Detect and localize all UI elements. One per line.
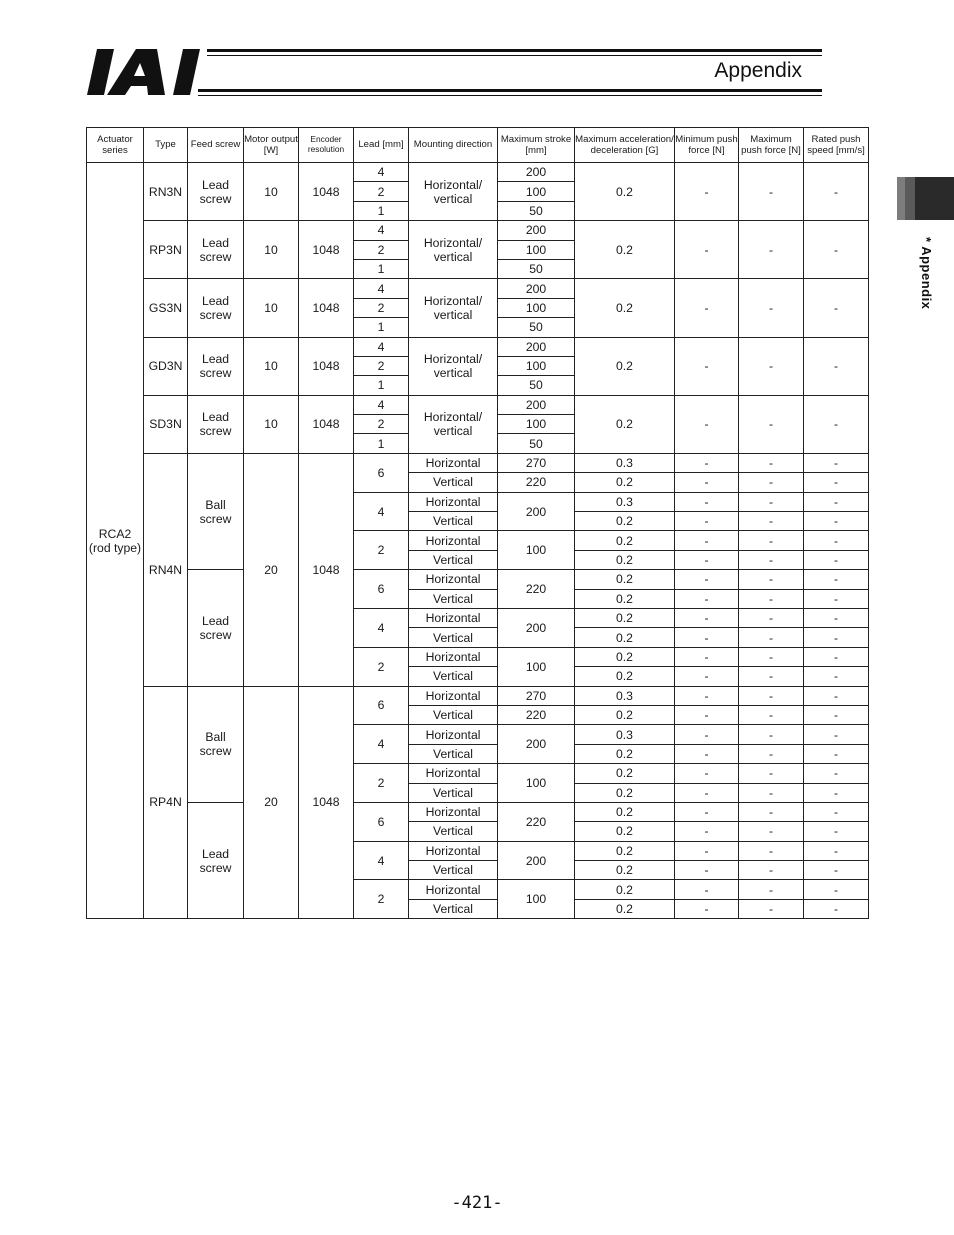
lead-cell: 1 xyxy=(354,434,409,453)
min-push-force-cell: - xyxy=(675,880,739,899)
lead-cell: 2 xyxy=(354,531,409,570)
mounting-direction-cell: Horizontal/ vertical xyxy=(409,221,498,279)
max-acceleration-cell: 0.2 xyxy=(575,880,675,899)
max-acceleration-cell: 0.2 xyxy=(575,512,675,531)
encoder-resolution-cell: 1048 xyxy=(299,395,354,453)
motor-output-cell: 10 xyxy=(244,395,299,453)
max-stroke-cell: 200 xyxy=(498,841,575,880)
max-stroke-cell: 220 xyxy=(498,705,575,724)
table-row xyxy=(87,163,869,182)
min-push-force-cell: - xyxy=(675,647,739,666)
rated-push-speed-cell: - xyxy=(804,492,869,511)
max-push-force-cell: - xyxy=(739,861,804,880)
max-push-force-cell: - xyxy=(739,395,804,453)
max-stroke-cell: 100 xyxy=(498,880,575,919)
actuator-spec-table xyxy=(86,127,869,919)
max-stroke-cell: 200 xyxy=(498,221,575,240)
feed-screw-cell: Ball screw xyxy=(188,453,244,569)
max-acceleration-cell: 0.2 xyxy=(575,279,675,337)
side-tab-label: * Appendix xyxy=(919,237,934,310)
max-stroke-cell: 200 xyxy=(498,608,575,647)
max-push-force-cell: - xyxy=(739,783,804,802)
header-rule-bottom xyxy=(198,89,822,92)
rated-push-speed-cell: - xyxy=(804,764,869,783)
mounting-direction-cell: Horizontal xyxy=(409,647,498,666)
max-push-force-cell: - xyxy=(739,705,804,724)
lead-cell: 4 xyxy=(354,221,409,240)
feed-screw-cell: Lead screw xyxy=(188,570,244,686)
mounting-direction-cell: Vertical xyxy=(409,589,498,608)
max-push-force-cell: - xyxy=(739,453,804,472)
max-stroke-cell: 100 xyxy=(498,356,575,375)
lead-cell: 1 xyxy=(354,318,409,337)
max-acceleration-cell: 0.2 xyxy=(575,550,675,569)
side-tab-marker xyxy=(897,177,954,220)
mounting-direction-cell: Vertical xyxy=(409,822,498,841)
lead-cell: 2 xyxy=(354,240,409,259)
lead-cell: 4 xyxy=(354,841,409,880)
lead-cell: 6 xyxy=(354,453,409,492)
max-push-force-cell: - xyxy=(739,531,804,550)
header-cell: Maximum acceleration/ deceleration [G] xyxy=(575,128,675,163)
max-stroke-cell: 100 xyxy=(498,647,575,686)
max-stroke-cell: 50 xyxy=(498,259,575,278)
header-cell: Rated push speed [mm/s] xyxy=(804,128,869,163)
motor-output-cell: 20 xyxy=(244,453,299,686)
rated-push-speed-cell: - xyxy=(804,531,869,550)
rated-push-speed-cell: - xyxy=(804,647,869,666)
min-push-force-cell: - xyxy=(675,453,739,472)
header-cell: Maximum push force [N] xyxy=(739,128,804,163)
max-acceleration-cell: 0.3 xyxy=(575,453,675,472)
table-header-row xyxy=(87,128,869,163)
motor-output-cell: 20 xyxy=(244,686,299,919)
max-acceleration-cell: 0.2 xyxy=(575,899,675,918)
max-push-force-cell: - xyxy=(739,647,804,666)
rated-push-speed-cell: - xyxy=(804,686,869,705)
lead-cell: 4 xyxy=(354,608,409,647)
feed-screw-cell: Lead screw xyxy=(188,163,244,221)
min-push-force-cell: - xyxy=(675,550,739,569)
mounting-direction-cell: Vertical xyxy=(409,783,498,802)
encoder-resolution-cell: 1048 xyxy=(299,221,354,279)
max-stroke-cell: 100 xyxy=(498,240,575,259)
lead-cell: 6 xyxy=(354,802,409,841)
lead-cell: 6 xyxy=(354,570,409,609)
lead-cell: 6 xyxy=(354,686,409,725)
min-push-force-cell: - xyxy=(675,492,739,511)
lead-cell: 1 xyxy=(354,201,409,220)
max-acceleration-cell: 0.2 xyxy=(575,822,675,841)
max-push-force-cell: - xyxy=(739,570,804,589)
feed-screw-cell: Lead screw xyxy=(188,279,244,337)
feed-screw-cell: Lead screw xyxy=(188,337,244,395)
rated-push-speed-cell: - xyxy=(804,550,869,569)
max-stroke-cell: 270 xyxy=(498,453,575,472)
type-cell: GD3N xyxy=(144,337,188,395)
max-stroke-cell: 50 xyxy=(498,376,575,395)
max-push-force-cell: - xyxy=(739,492,804,511)
max-acceleration-cell: 0.2 xyxy=(575,667,675,686)
rated-push-speed-cell: - xyxy=(804,221,869,279)
max-acceleration-cell: 0.2 xyxy=(575,337,675,395)
min-push-force-cell: - xyxy=(675,473,739,492)
max-acceleration-cell: 0.2 xyxy=(575,802,675,821)
mounting-direction-cell: Vertical xyxy=(409,899,498,918)
max-acceleration-cell: 0.2 xyxy=(575,628,675,647)
lead-cell: 4 xyxy=(354,395,409,414)
max-stroke-cell: 100 xyxy=(498,764,575,803)
max-push-force-cell: - xyxy=(739,841,804,860)
type-cell: RN3N xyxy=(144,163,188,221)
min-push-force-cell: - xyxy=(675,802,739,821)
max-acceleration-cell: 0.2 xyxy=(575,841,675,860)
max-stroke-cell: 100 xyxy=(498,298,575,317)
max-push-force-cell: - xyxy=(739,163,804,221)
motor-output-cell: 10 xyxy=(244,337,299,395)
max-stroke-cell: 100 xyxy=(498,531,575,570)
max-acceleration-cell: 0.2 xyxy=(575,473,675,492)
max-acceleration-cell: 0.2 xyxy=(575,163,675,221)
max-push-force-cell: - xyxy=(739,279,804,337)
rated-push-speed-cell: - xyxy=(804,822,869,841)
max-stroke-cell: 200 xyxy=(498,279,575,298)
lead-cell: 2 xyxy=(354,764,409,803)
max-stroke-cell: 200 xyxy=(498,725,575,764)
rated-push-speed-cell: - xyxy=(804,744,869,763)
max-acceleration-cell: 0.2 xyxy=(575,531,675,550)
lead-cell: 2 xyxy=(354,647,409,686)
mounting-direction-cell: Vertical xyxy=(409,512,498,531)
mounting-direction-cell: Vertical xyxy=(409,667,498,686)
rated-push-speed-cell: - xyxy=(804,861,869,880)
max-acceleration-cell: 0.3 xyxy=(575,725,675,744)
mounting-direction-cell: Vertical xyxy=(409,705,498,724)
feed-screw-cell: Ball screw xyxy=(188,686,244,802)
type-cell: RP3N xyxy=(144,221,188,279)
header-cell: Type xyxy=(144,128,188,163)
mounting-direction-cell: Horizontal xyxy=(409,880,498,899)
lead-cell: 2 xyxy=(354,415,409,434)
rated-push-speed-cell: - xyxy=(804,802,869,821)
header-rule-bottom-thin xyxy=(198,95,822,96)
lead-cell: 4 xyxy=(354,163,409,182)
max-stroke-cell: 200 xyxy=(498,492,575,531)
max-push-force-cell: - xyxy=(739,725,804,744)
min-push-force-cell: - xyxy=(675,667,739,686)
min-push-force-cell: - xyxy=(675,841,739,860)
max-stroke-cell: 50 xyxy=(498,201,575,220)
lead-cell: 4 xyxy=(354,492,409,531)
table-row xyxy=(87,279,869,298)
mounting-direction-cell: Horizontal/ vertical xyxy=(409,279,498,337)
mounting-direction-cell: Horizontal xyxy=(409,608,498,627)
max-push-force-cell: - xyxy=(739,512,804,531)
max-push-force-cell: - xyxy=(739,667,804,686)
max-stroke-cell: 50 xyxy=(498,318,575,337)
max-push-force-cell: - xyxy=(739,608,804,627)
mounting-direction-cell: Vertical xyxy=(409,861,498,880)
mounting-direction-cell: Horizontal xyxy=(409,453,498,472)
max-stroke-cell: 100 xyxy=(498,182,575,201)
max-push-force-cell: - xyxy=(739,550,804,569)
page-number: -421- xyxy=(451,1193,503,1213)
iai-logo xyxy=(84,49,202,95)
encoder-resolution-cell: 1048 xyxy=(299,279,354,337)
max-stroke-cell: 100 xyxy=(498,415,575,434)
encoder-resolution-cell: 1048 xyxy=(299,453,354,686)
section-title: Appendix xyxy=(714,59,802,82)
min-push-force-cell: - xyxy=(675,686,739,705)
mounting-direction-cell: Horizontal/ vertical xyxy=(409,395,498,453)
max-acceleration-cell: 0.3 xyxy=(575,492,675,511)
mounting-direction-cell: Horizontal xyxy=(409,570,498,589)
header-rule-top xyxy=(207,49,822,52)
max-push-force-cell: - xyxy=(739,822,804,841)
max-stroke-cell: 200 xyxy=(498,395,575,414)
header-cell: Mounting direction xyxy=(409,128,498,163)
mounting-direction-cell: Vertical xyxy=(409,550,498,569)
mounting-direction-cell: Horizontal xyxy=(409,725,498,744)
lead-cell: 2 xyxy=(354,356,409,375)
mounting-direction-cell: Vertical xyxy=(409,744,498,763)
lead-cell: 2 xyxy=(354,182,409,201)
max-acceleration-cell: 0.2 xyxy=(575,861,675,880)
motor-output-cell: 10 xyxy=(244,279,299,337)
max-acceleration-cell: 0.2 xyxy=(575,570,675,589)
rated-push-speed-cell: - xyxy=(804,163,869,221)
mounting-direction-cell: Horizontal/ vertical xyxy=(409,337,498,395)
mounting-direction-cell: Horizontal xyxy=(409,492,498,511)
rated-push-speed-cell: - xyxy=(804,628,869,647)
max-stroke-cell: 200 xyxy=(498,337,575,356)
type-cell: GS3N xyxy=(144,279,188,337)
lead-cell: 1 xyxy=(354,376,409,395)
header-cell: Encoder resolution xyxy=(299,128,354,163)
actuator-series-cell: RCA2 (rod type) xyxy=(87,163,144,919)
table-row xyxy=(87,686,869,705)
header-cell: Maximum stroke [mm] xyxy=(498,128,575,163)
min-push-force-cell: - xyxy=(675,608,739,627)
min-push-force-cell: - xyxy=(675,221,739,279)
mounting-direction-cell: Horizontal xyxy=(409,531,498,550)
rated-push-speed-cell: - xyxy=(804,453,869,472)
rated-push-speed-cell: - xyxy=(804,783,869,802)
motor-output-cell: 10 xyxy=(244,221,299,279)
max-push-force-cell: - xyxy=(739,473,804,492)
max-stroke-cell: 200 xyxy=(498,163,575,182)
max-stroke-cell: 220 xyxy=(498,570,575,609)
mounting-direction-cell: Vertical xyxy=(409,473,498,492)
encoder-resolution-cell: 1048 xyxy=(299,686,354,919)
lead-cell: 1 xyxy=(354,259,409,278)
rated-push-speed-cell: - xyxy=(804,841,869,860)
type-cell: RP4N xyxy=(144,686,188,919)
min-push-force-cell: - xyxy=(675,512,739,531)
type-cell: SD3N xyxy=(144,395,188,453)
max-push-force-cell: - xyxy=(739,337,804,395)
max-push-force-cell: - xyxy=(739,686,804,705)
mounting-direction-cell: Horizontal xyxy=(409,841,498,860)
header-rule-top-thin xyxy=(207,55,822,56)
rated-push-speed-cell: - xyxy=(804,608,869,627)
max-acceleration-cell: 0.2 xyxy=(575,783,675,802)
mounting-direction-cell: Horizontal xyxy=(409,764,498,783)
rated-push-speed-cell: - xyxy=(804,725,869,744)
lead-cell: 2 xyxy=(354,880,409,919)
max-push-force-cell: - xyxy=(739,744,804,763)
min-push-force-cell: - xyxy=(675,861,739,880)
rated-push-speed-cell: - xyxy=(804,473,869,492)
feed-screw-cell: Lead screw xyxy=(188,802,244,918)
min-push-force-cell: - xyxy=(675,279,739,337)
table-row xyxy=(87,570,869,589)
max-push-force-cell: - xyxy=(739,221,804,279)
feed-screw-cell: Lead screw xyxy=(188,395,244,453)
min-push-force-cell: - xyxy=(675,725,739,744)
table-row xyxy=(87,802,869,821)
max-stroke-cell: 220 xyxy=(498,473,575,492)
max-push-force-cell: - xyxy=(739,628,804,647)
rated-push-speed-cell: - xyxy=(804,589,869,608)
max-acceleration-cell: 0.2 xyxy=(575,647,675,666)
min-push-force-cell: - xyxy=(675,531,739,550)
max-push-force-cell: - xyxy=(739,880,804,899)
table-row xyxy=(87,337,869,356)
table-row xyxy=(87,453,869,472)
max-push-force-cell: - xyxy=(739,589,804,608)
min-push-force-cell: - xyxy=(675,628,739,647)
mounting-direction-cell: Vertical xyxy=(409,628,498,647)
max-stroke-cell: 220 xyxy=(498,802,575,841)
mounting-direction-cell: Horizontal/ vertical xyxy=(409,163,498,221)
table-row xyxy=(87,395,869,414)
max-push-force-cell: - xyxy=(739,764,804,783)
type-cell: RN4N xyxy=(144,453,188,686)
rated-push-speed-cell: - xyxy=(804,899,869,918)
encoder-resolution-cell: 1048 xyxy=(299,163,354,221)
rated-push-speed-cell: - xyxy=(804,705,869,724)
max-acceleration-cell: 0.3 xyxy=(575,686,675,705)
max-acceleration-cell: 0.2 xyxy=(575,705,675,724)
max-acceleration-cell: 0.2 xyxy=(575,608,675,627)
max-stroke-cell: 270 xyxy=(498,686,575,705)
rated-push-speed-cell: - xyxy=(804,570,869,589)
rated-push-speed-cell: - xyxy=(804,667,869,686)
min-push-force-cell: - xyxy=(675,899,739,918)
min-push-force-cell: - xyxy=(675,163,739,221)
max-acceleration-cell: 0.2 xyxy=(575,744,675,763)
max-acceleration-cell: 0.2 xyxy=(575,221,675,279)
rated-push-speed-cell: - xyxy=(804,279,869,337)
min-push-force-cell: - xyxy=(675,570,739,589)
rated-push-speed-cell: - xyxy=(804,337,869,395)
header-cell: Feed screw xyxy=(188,128,244,163)
min-push-force-cell: - xyxy=(675,783,739,802)
max-push-force-cell: - xyxy=(739,899,804,918)
header-cell: Motor output [W] xyxy=(244,128,299,163)
min-push-force-cell: - xyxy=(675,705,739,724)
lead-cell: 4 xyxy=(354,337,409,356)
max-acceleration-cell: 0.2 xyxy=(575,589,675,608)
rated-push-speed-cell: - xyxy=(804,880,869,899)
max-acceleration-cell: 0.2 xyxy=(575,764,675,783)
min-push-force-cell: - xyxy=(675,395,739,453)
header-cell: Actuator series xyxy=(87,128,144,163)
max-acceleration-cell: 0.2 xyxy=(575,395,675,453)
lead-cell: 4 xyxy=(354,725,409,764)
min-push-force-cell: - xyxy=(675,764,739,783)
table-row xyxy=(87,221,869,240)
table-body xyxy=(87,163,869,919)
mounting-direction-cell: Horizontal xyxy=(409,686,498,705)
encoder-resolution-cell: 1048 xyxy=(299,337,354,395)
mounting-direction-cell: Horizontal xyxy=(409,802,498,821)
min-push-force-cell: - xyxy=(675,589,739,608)
min-push-force-cell: - xyxy=(675,337,739,395)
motor-output-cell: 10 xyxy=(244,163,299,221)
lead-cell: 2 xyxy=(354,298,409,317)
max-stroke-cell: 50 xyxy=(498,434,575,453)
header-cell: Minimum push force [N] xyxy=(675,128,739,163)
rated-push-speed-cell: - xyxy=(804,395,869,453)
max-push-force-cell: - xyxy=(739,802,804,821)
lead-cell: 4 xyxy=(354,279,409,298)
rated-push-speed-cell: - xyxy=(804,512,869,531)
header-cell: Lead [mm] xyxy=(354,128,409,163)
min-push-force-cell: - xyxy=(675,822,739,841)
feed-screw-cell: Lead screw xyxy=(188,221,244,279)
min-push-force-cell: - xyxy=(675,744,739,763)
